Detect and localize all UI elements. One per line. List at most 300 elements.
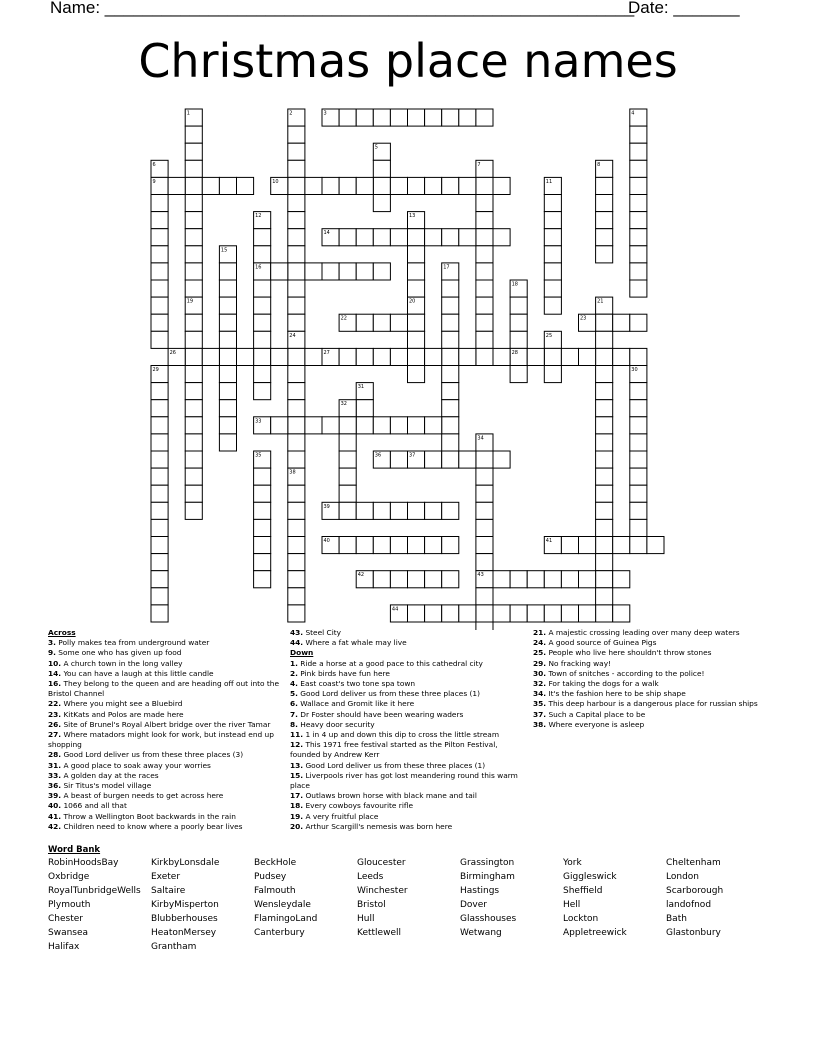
- grid-cell[interactable]: [596, 212, 613, 229]
- grid-cell[interactable]: [185, 212, 202, 229]
- grid-cell[interactable]: [390, 417, 407, 434]
- grid-cell[interactable]: [373, 537, 390, 554]
- grid-cell[interactable]: [288, 314, 305, 331]
- grid-cell[interactable]: [151, 263, 168, 280]
- grid-cell[interactable]: [476, 212, 493, 229]
- grid-cell[interactable]: [185, 143, 202, 160]
- grid-cell[interactable]: [476, 519, 493, 536]
- grid-cell[interactable]: [476, 297, 493, 314]
- grid-cell[interactable]: [151, 554, 168, 571]
- grid-cell[interactable]: [219, 400, 236, 417]
- grid-cell[interactable]: [408, 331, 425, 348]
- grid-cell[interactable]: [476, 331, 493, 348]
- grid-cell[interactable]: [647, 537, 664, 554]
- grid-cell[interactable]: [630, 485, 647, 502]
- grid-cell[interactable]: [561, 571, 578, 588]
- grid-cell[interactable]: [476, 554, 493, 571]
- grid-cell[interactable]: [219, 331, 236, 348]
- grid-cell[interactable]: [254, 571, 271, 588]
- grid-cell[interactable]: [442, 537, 459, 554]
- grid-cell[interactable]: [544, 571, 561, 588]
- grid-cell[interactable]: [288, 348, 305, 365]
- grid-cell[interactable]: [596, 417, 613, 434]
- grid-cell[interactable]: [476, 109, 493, 126]
- grid-cell[interactable]: [510, 366, 527, 383]
- grid-cell[interactable]: [630, 502, 647, 519]
- grid-cell[interactable]: [322, 177, 339, 194]
- grid-cell[interactable]: [408, 417, 425, 434]
- grid-cell[interactable]: [442, 400, 459, 417]
- grid-cell[interactable]: [630, 537, 647, 554]
- grid-cell[interactable]: [185, 314, 202, 331]
- grid-cell[interactable]: [254, 554, 271, 571]
- grid-cell[interactable]: [613, 605, 630, 622]
- grid-cell[interactable]: [373, 348, 390, 365]
- grid-cell[interactable]: [151, 519, 168, 536]
- grid-cell[interactable]: [254, 502, 271, 519]
- grid-cell[interactable]: [408, 109, 425, 126]
- grid-cell[interactable]: [288, 246, 305, 263]
- grid-cell[interactable]: [288, 195, 305, 212]
- grid-cell[interactable]: [596, 400, 613, 417]
- grid-cell[interactable]: [442, 229, 459, 246]
- grid-cell[interactable]: [305, 348, 322, 365]
- grid-cell[interactable]: [408, 348, 425, 365]
- grid-cell[interactable]: [613, 537, 630, 554]
- grid-cell[interactable]: [442, 383, 459, 400]
- grid-cell[interactable]: [373, 571, 390, 588]
- grid-cell[interactable]: [425, 348, 442, 365]
- grid-cell[interactable]: [254, 537, 271, 554]
- grid-cell[interactable]: [288, 297, 305, 314]
- grid-cell[interactable]: [596, 537, 613, 554]
- grid-cell[interactable]: [288, 588, 305, 605]
- grid-cell[interactable]: [596, 195, 613, 212]
- grid-cell[interactable]: [288, 451, 305, 468]
- grid-cell[interactable]: [185, 126, 202, 143]
- grid-cell[interactable]: [168, 177, 185, 194]
- grid-cell[interactable]: [305, 417, 322, 434]
- grid-cell[interactable]: [185, 246, 202, 263]
- grid-cell[interactable]: [254, 366, 271, 383]
- grid-cell[interactable]: [288, 366, 305, 383]
- grid-cell[interactable]: [339, 263, 356, 280]
- grid-cell[interactable]: [476, 280, 493, 297]
- grid-cell[interactable]: [356, 263, 373, 280]
- grid-cell[interactable]: [596, 177, 613, 194]
- grid-cell[interactable]: [544, 297, 561, 314]
- grid-cell[interactable]: [425, 502, 442, 519]
- grid-cell[interactable]: [185, 229, 202, 246]
- grid-cell[interactable]: [442, 366, 459, 383]
- grid-cell[interactable]: [339, 468, 356, 485]
- grid-cell[interactable]: [339, 348, 356, 365]
- grid-cell[interactable]: [373, 160, 390, 177]
- grid-cell[interactable]: [579, 571, 596, 588]
- grid-cell[interactable]: [219, 366, 236, 383]
- grid-cell[interactable]: [254, 348, 271, 365]
- grid-cell[interactable]: [596, 468, 613, 485]
- grid-cell[interactable]: [630, 195, 647, 212]
- grid-cell[interactable]: [408, 229, 425, 246]
- grid-cell[interactable]: [185, 383, 202, 400]
- grid-cell[interactable]: [356, 417, 373, 434]
- grid-cell[interactable]: [561, 348, 578, 365]
- grid-cell[interactable]: [613, 571, 630, 588]
- grid-cell[interactable]: [476, 229, 493, 246]
- grid-cell[interactable]: [596, 229, 613, 246]
- grid-cell[interactable]: [288, 554, 305, 571]
- grid-cell[interactable]: [185, 280, 202, 297]
- grid-cell[interactable]: [373, 177, 390, 194]
- grid-cell[interactable]: [185, 400, 202, 417]
- grid-cell[interactable]: [596, 434, 613, 451]
- grid-cell[interactable]: [390, 229, 407, 246]
- grid-cell[interactable]: [408, 366, 425, 383]
- grid-cell[interactable]: [613, 348, 630, 365]
- grid-cell[interactable]: [476, 485, 493, 502]
- grid-cell[interactable]: [442, 451, 459, 468]
- grid-cell[interactable]: [630, 314, 647, 331]
- grid-cell[interactable]: [288, 143, 305, 160]
- grid-cell[interactable]: [442, 605, 459, 622]
- grid-cell[interactable]: [459, 177, 476, 194]
- grid-cell[interactable]: [356, 109, 373, 126]
- grid-cell[interactable]: [151, 537, 168, 554]
- grid-cell[interactable]: [356, 537, 373, 554]
- grid-cell[interactable]: [561, 605, 578, 622]
- grid-cell[interactable]: [219, 177, 236, 194]
- grid-cell[interactable]: [356, 348, 373, 365]
- grid-cell[interactable]: [493, 229, 510, 246]
- grid-cell[interactable]: [288, 280, 305, 297]
- grid-cell[interactable]: [219, 263, 236, 280]
- grid-cell[interactable]: [390, 314, 407, 331]
- grid-cell[interactable]: [288, 229, 305, 246]
- grid-cell[interactable]: [254, 485, 271, 502]
- grid-cell[interactable]: [596, 605, 613, 622]
- grid-cell[interactable]: [459, 229, 476, 246]
- grid-cell[interactable]: [425, 417, 442, 434]
- grid-cell[interactable]: [630, 468, 647, 485]
- grid-cell[interactable]: [151, 417, 168, 434]
- grid-cell[interactable]: [476, 537, 493, 554]
- grid-cell[interactable]: [527, 605, 544, 622]
- grid-cell[interactable]: [425, 177, 442, 194]
- grid-cell[interactable]: [442, 109, 459, 126]
- grid-cell[interactable]: [476, 348, 493, 365]
- grid-cell[interactable]: [630, 417, 647, 434]
- grid-cell[interactable]: [339, 109, 356, 126]
- grid-cell[interactable]: [219, 417, 236, 434]
- grid-cell[interactable]: [151, 383, 168, 400]
- grid-cell[interactable]: [544, 229, 561, 246]
- grid-cell[interactable]: [596, 451, 613, 468]
- grid-cell[interactable]: [373, 417, 390, 434]
- grid-cell[interactable]: [442, 177, 459, 194]
- grid-cell[interactable]: [425, 571, 442, 588]
- grid-cell[interactable]: [185, 434, 202, 451]
- grid-cell[interactable]: [459, 109, 476, 126]
- grid-cell[interactable]: [544, 195, 561, 212]
- grid-cell[interactable]: [596, 554, 613, 571]
- grid-cell[interactable]: [630, 246, 647, 263]
- grid-cell[interactable]: [254, 519, 271, 536]
- grid-cell[interactable]: [613, 314, 630, 331]
- grid-cell[interactable]: [288, 537, 305, 554]
- grid-cell[interactable]: [373, 314, 390, 331]
- grid-cell[interactable]: [254, 280, 271, 297]
- grid-cell[interactable]: [151, 485, 168, 502]
- grid-cell[interactable]: [373, 229, 390, 246]
- grid-cell[interactable]: [151, 331, 168, 348]
- grid-cell[interactable]: [630, 519, 647, 536]
- grid-cell[interactable]: [151, 314, 168, 331]
- grid-cell[interactable]: [630, 143, 647, 160]
- grid-cell[interactable]: [579, 605, 596, 622]
- grid-cell[interactable]: [151, 468, 168, 485]
- grid-cell[interactable]: [596, 331, 613, 348]
- grid-cell[interactable]: [442, 434, 459, 451]
- grid-cell[interactable]: [630, 383, 647, 400]
- grid-cell[interactable]: [630, 263, 647, 280]
- grid-cell[interactable]: [288, 519, 305, 536]
- grid-cell[interactable]: [544, 366, 561, 383]
- grid-cell[interactable]: [339, 537, 356, 554]
- grid-cell[interactable]: [151, 451, 168, 468]
- grid-cell[interactable]: [254, 468, 271, 485]
- grid-cell[interactable]: [390, 451, 407, 468]
- grid-cell[interactable]: [476, 314, 493, 331]
- grid-cell[interactable]: [288, 177, 305, 194]
- grid-cell[interactable]: [442, 331, 459, 348]
- grid-cell[interactable]: [339, 485, 356, 502]
- grid-cell[interactable]: [596, 485, 613, 502]
- grid-cell[interactable]: [254, 383, 271, 400]
- grid-cell[interactable]: [339, 229, 356, 246]
- grid-cell[interactable]: [425, 109, 442, 126]
- grid-cell[interactable]: [408, 177, 425, 194]
- grid-cell[interactable]: [185, 468, 202, 485]
- grid-cell[interactable]: [544, 246, 561, 263]
- grid-cell[interactable]: [202, 348, 219, 365]
- grid-cell[interactable]: [476, 246, 493, 263]
- grid-cell[interactable]: [442, 297, 459, 314]
- grid-cell[interactable]: [630, 177, 647, 194]
- grid-cell[interactable]: [596, 246, 613, 263]
- grid-cell[interactable]: [442, 280, 459, 297]
- grid-cell[interactable]: [493, 571, 510, 588]
- grid-cell[interactable]: [459, 348, 476, 365]
- grid-cell[interactable]: [151, 195, 168, 212]
- grid-cell[interactable]: [527, 571, 544, 588]
- grid-cell[interactable]: [185, 451, 202, 468]
- grid-cell[interactable]: [288, 571, 305, 588]
- grid-cell[interactable]: [476, 588, 493, 605]
- grid-cell[interactable]: [185, 417, 202, 434]
- grid-cell[interactable]: [151, 502, 168, 519]
- grid-cell[interactable]: [442, 502, 459, 519]
- grid-cell[interactable]: [219, 280, 236, 297]
- grid-cell[interactable]: [630, 126, 647, 143]
- grid-cell[interactable]: [408, 502, 425, 519]
- grid-cell[interactable]: [271, 348, 288, 365]
- grid-cell[interactable]: [219, 297, 236, 314]
- grid-cell[interactable]: [596, 366, 613, 383]
- grid-cell[interactable]: [425, 229, 442, 246]
- grid-cell[interactable]: [288, 485, 305, 502]
- grid-cell[interactable]: [596, 348, 613, 365]
- grid-cell[interactable]: [288, 417, 305, 434]
- grid-cell[interactable]: [373, 502, 390, 519]
- grid-cell[interactable]: [271, 417, 288, 434]
- grid-cell[interactable]: [408, 571, 425, 588]
- grid-cell[interactable]: [425, 605, 442, 622]
- grid-cell[interactable]: [390, 571, 407, 588]
- grid-cell[interactable]: [185, 160, 202, 177]
- grid-cell[interactable]: [322, 263, 339, 280]
- grid-cell[interactable]: [442, 348, 459, 365]
- grid-cell[interactable]: [493, 605, 510, 622]
- grid-cell[interactable]: [425, 451, 442, 468]
- grid-cell[interactable]: [339, 177, 356, 194]
- grid-cell[interactable]: [390, 109, 407, 126]
- grid-cell[interactable]: [408, 246, 425, 263]
- grid-cell[interactable]: [408, 280, 425, 297]
- grid-cell[interactable]: [561, 537, 578, 554]
- grid-cell[interactable]: [151, 434, 168, 451]
- grid-cell[interactable]: [544, 263, 561, 280]
- grid-cell[interactable]: [476, 605, 493, 622]
- grid-cell[interactable]: [493, 348, 510, 365]
- grid-cell[interactable]: [356, 502, 373, 519]
- grid-cell[interactable]: [288, 126, 305, 143]
- grid-cell[interactable]: [151, 212, 168, 229]
- grid-cell[interactable]: [288, 400, 305, 417]
- grid-cell[interactable]: [408, 537, 425, 554]
- grid-cell[interactable]: [185, 331, 202, 348]
- grid-cell[interactable]: [151, 280, 168, 297]
- grid-cell[interactable]: [288, 383, 305, 400]
- grid-cell[interactable]: [390, 537, 407, 554]
- grid-cell[interactable]: [254, 246, 271, 263]
- grid-cell[interactable]: [288, 160, 305, 177]
- grid-cell[interactable]: [271, 263, 288, 280]
- grid-cell[interactable]: [630, 434, 647, 451]
- grid-cell[interactable]: [219, 434, 236, 451]
- grid-cell[interactable]: [442, 417, 459, 434]
- grid-cell[interactable]: [373, 263, 390, 280]
- grid-cell[interactable]: [254, 297, 271, 314]
- grid-cell[interactable]: [408, 263, 425, 280]
- grid-cell[interactable]: [185, 195, 202, 212]
- grid-cell[interactable]: [510, 605, 527, 622]
- grid-cell[interactable]: [596, 314, 613, 331]
- grid-cell[interactable]: [544, 280, 561, 297]
- grid-cell[interactable]: [442, 571, 459, 588]
- grid-cell[interactable]: [185, 263, 202, 280]
- grid-cell[interactable]: [390, 348, 407, 365]
- grid-cell[interactable]: [151, 297, 168, 314]
- grid-cell[interactable]: [442, 314, 459, 331]
- grid-cell[interactable]: [476, 263, 493, 280]
- grid-cell[interactable]: [151, 229, 168, 246]
- grid-cell[interactable]: [510, 331, 527, 348]
- grid-cell[interactable]: [493, 451, 510, 468]
- grid-cell[interactable]: [510, 571, 527, 588]
- grid-cell[interactable]: [596, 571, 613, 588]
- grid-cell[interactable]: [579, 348, 596, 365]
- grid-cell[interactable]: [339, 451, 356, 468]
- grid-cell[interactable]: [476, 468, 493, 485]
- grid-cell[interactable]: [185, 348, 202, 365]
- grid-cell[interactable]: [476, 502, 493, 519]
- grid-cell[interactable]: [151, 605, 168, 622]
- grid-cell[interactable]: [219, 383, 236, 400]
- grid-cell[interactable]: [288, 263, 305, 280]
- grid-cell[interactable]: [151, 588, 168, 605]
- grid-cell[interactable]: [356, 314, 373, 331]
- grid-cell[interactable]: [219, 348, 236, 365]
- grid-cell[interactable]: [630, 280, 647, 297]
- grid-cell[interactable]: [510, 297, 527, 314]
- grid-cell[interactable]: [630, 160, 647, 177]
- grid-cell[interactable]: [527, 348, 544, 365]
- grid-cell[interactable]: [288, 502, 305, 519]
- grid-cell[interactable]: [510, 314, 527, 331]
- grid-cell[interactable]: [459, 451, 476, 468]
- grid-cell[interactable]: [544, 348, 561, 365]
- grid-cell[interactable]: [544, 605, 561, 622]
- grid-cell[interactable]: [630, 212, 647, 229]
- grid-cell[interactable]: [151, 571, 168, 588]
- grid-cell[interactable]: [579, 537, 596, 554]
- grid-cell[interactable]: [596, 519, 613, 536]
- grid-cell[interactable]: [408, 605, 425, 622]
- grid-cell[interactable]: [339, 417, 356, 434]
- grid-cell[interactable]: [630, 400, 647, 417]
- grid-cell[interactable]: [322, 417, 339, 434]
- grid-cell[interactable]: [288, 212, 305, 229]
- grid-cell[interactable]: [288, 605, 305, 622]
- grid-cell[interactable]: [305, 177, 322, 194]
- grid-cell[interactable]: [151, 246, 168, 263]
- grid-cell[interactable]: [288, 434, 305, 451]
- grid-cell[interactable]: [237, 177, 254, 194]
- grid-cell[interactable]: [373, 109, 390, 126]
- grid-cell[interactable]: [339, 434, 356, 451]
- grid-cell[interactable]: [596, 502, 613, 519]
- grid-cell[interactable]: [459, 605, 476, 622]
- grid-cell[interactable]: [493, 177, 510, 194]
- grid-cell[interactable]: [390, 177, 407, 194]
- grid-cell[interactable]: [630, 229, 647, 246]
- grid-cell[interactable]: [185, 366, 202, 383]
- grid-cell[interactable]: [544, 212, 561, 229]
- grid-cell[interactable]: [237, 348, 254, 365]
- grid-cell[interactable]: [596, 588, 613, 605]
- grid-cell[interactable]: [254, 229, 271, 246]
- grid-cell[interactable]: [254, 331, 271, 348]
- grid-cell[interactable]: [305, 263, 322, 280]
- grid-cell[interactable]: [630, 451, 647, 468]
- grid-cell[interactable]: [185, 485, 202, 502]
- grid-cell[interactable]: [596, 383, 613, 400]
- grid-cell[interactable]: [408, 314, 425, 331]
- grid-cell[interactable]: [476, 195, 493, 212]
- grid-cell[interactable]: [356, 229, 373, 246]
- grid-cell[interactable]: [630, 348, 647, 365]
